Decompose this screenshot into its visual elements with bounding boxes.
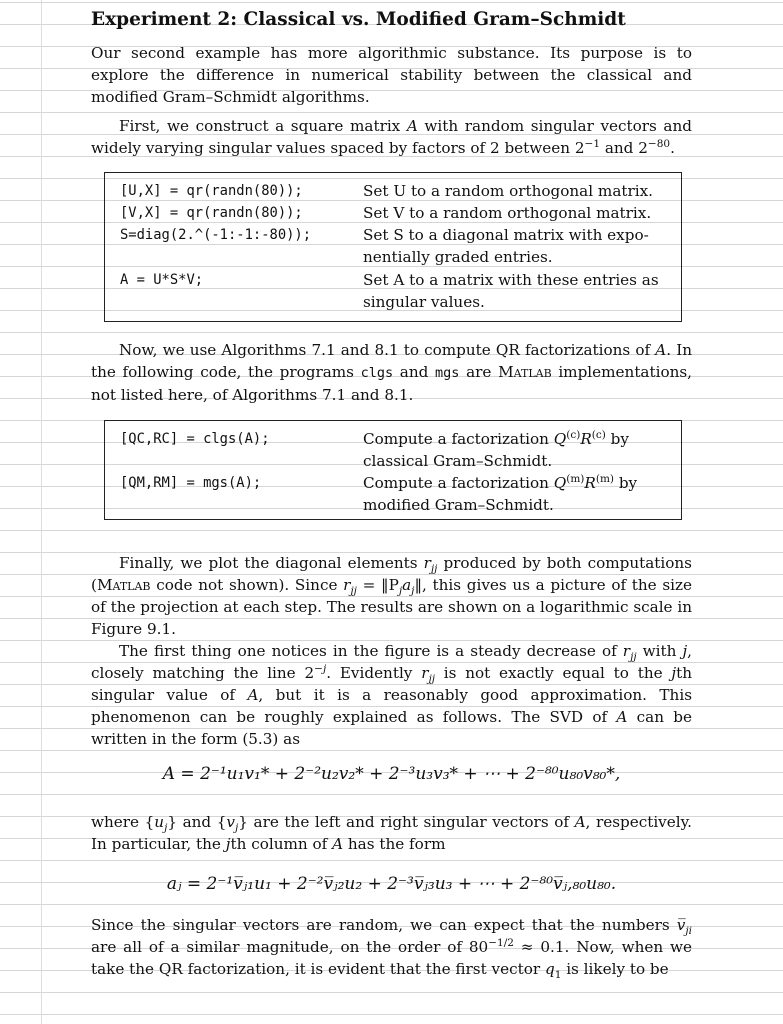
paragraph-observation: The first thing one notices in the figure is a steady decrease of $r_{jj}$ with j, closely matching the line $2^{-j}$. Evidently $r_{jj}$ is not exactly equal to the jth singular value of A, but it is a reasonably good approximation. This phenomenon can be roughly explained as follows. The SVD of A can be written in the form (5.3) as — [91, 642, 692, 748]
code-desc-mgs: Compute a factorization $Q^{(m)}R^{(m)}$ by modified Gram–Schmidt. — [363, 472, 638, 514]
code-line-mgs: [QM,RM] = mgs(A); — [120, 475, 262, 491]
code-line-a: A = U*S*V; — [120, 272, 204, 288]
paragraph-columns: where $\{u_j\}$ and $\{v_j\}$ are the left and right singular vectors of A, respectively. In particular, the jth column of A has the form — [91, 813, 692, 853]
code-line-s: S=diag(2.^(-1:-1:-80)); — [120, 227, 312, 243]
code-line-u: [U,X] = qr(randn(80)); — [120, 183, 303, 199]
code-box-setup — [104, 172, 682, 322]
paragraph-plot: Finally, we plot the diagonal elements $r_{jj}$ produced by both computations (Matlab code not shown). Since $r_{jj}$ = $‖P_ja_j‖$, this gives us a picture of the size of the projection at each step. The results are shown on a logarithmic scale in Figure 9.1. — [91, 554, 693, 638]
paragraph-random: Since the singular vectors are random, we can expect that the numbers $v̅_{ji}$ are all of a similar magnitude, on the order of $80^{-1/2} \approx 0.1$. Now, when we take the QR factorization, it is evident that the first vector $q_1$ is likely to be — [91, 916, 692, 982]
code-desc-a: Set A to a matrix with these entries as singular values. — [363, 271, 659, 311]
code-desc-clgs: Compute a factorization $Q^{(c)}R^{(c)}$ by classical Gram–Schmidt. — [363, 428, 629, 470]
section-title: Experiment 2: Classical vs. Modified Gram–Schmidt — [91, 9, 626, 30]
code-desc-u: Set U to a random orthogonal matrix. — [363, 182, 653, 200]
equation-svd: A = 2⁻¹u₁v₁* + 2⁻²u₂v₂* + 2⁻³u₃v₃* + ⋯ + 2⁻⁸⁰u₈₀v₈₀*, — [162, 764, 621, 784]
equation-column: aⱼ = 2⁻¹v̅ⱼ₁u₁ + 2⁻²v̅ⱼ₂u₂ + 2⁻³v̅ⱼ₃u₃ + ⋯ + 2⁻⁸⁰v̅ⱼ,₈₀u₈₀. — [166, 874, 617, 894]
code-box-qr — [104, 420, 682, 520]
code-line-clgs: [QC,RC] = clgs(A); — [120, 431, 270, 447]
code-desc-s: Set S to a diagonal matrix with expo-nentially graded entries. — [363, 226, 649, 266]
paragraph-algorithms: Now, we use Algorithms 7.1 and 8.1 to compute QR factorizations of A. In the following code, the programs clgs and mgs are Matlab implementations, not listed here, of Algorithms 7.1 and 8.1. — [91, 341, 692, 404]
paragraph-intro: Our second example has more algorithmic substance. Its purpose is to explore the difference in numerical stability between the classical and modified Gram–Schmidt algorithms. — [91, 44, 692, 106]
code-line-v: [V,X] = qr(randn(80)); — [120, 205, 303, 221]
code-desc-v: Set V to a random orthogonal matrix. — [363, 204, 652, 222]
paragraph-construct: First, we construct a square matrix A with random singular vectors and widely varying singular values spaced by factors of 2 between $2^{-1}$ and $2^{-80}$. — [91, 117, 692, 157]
